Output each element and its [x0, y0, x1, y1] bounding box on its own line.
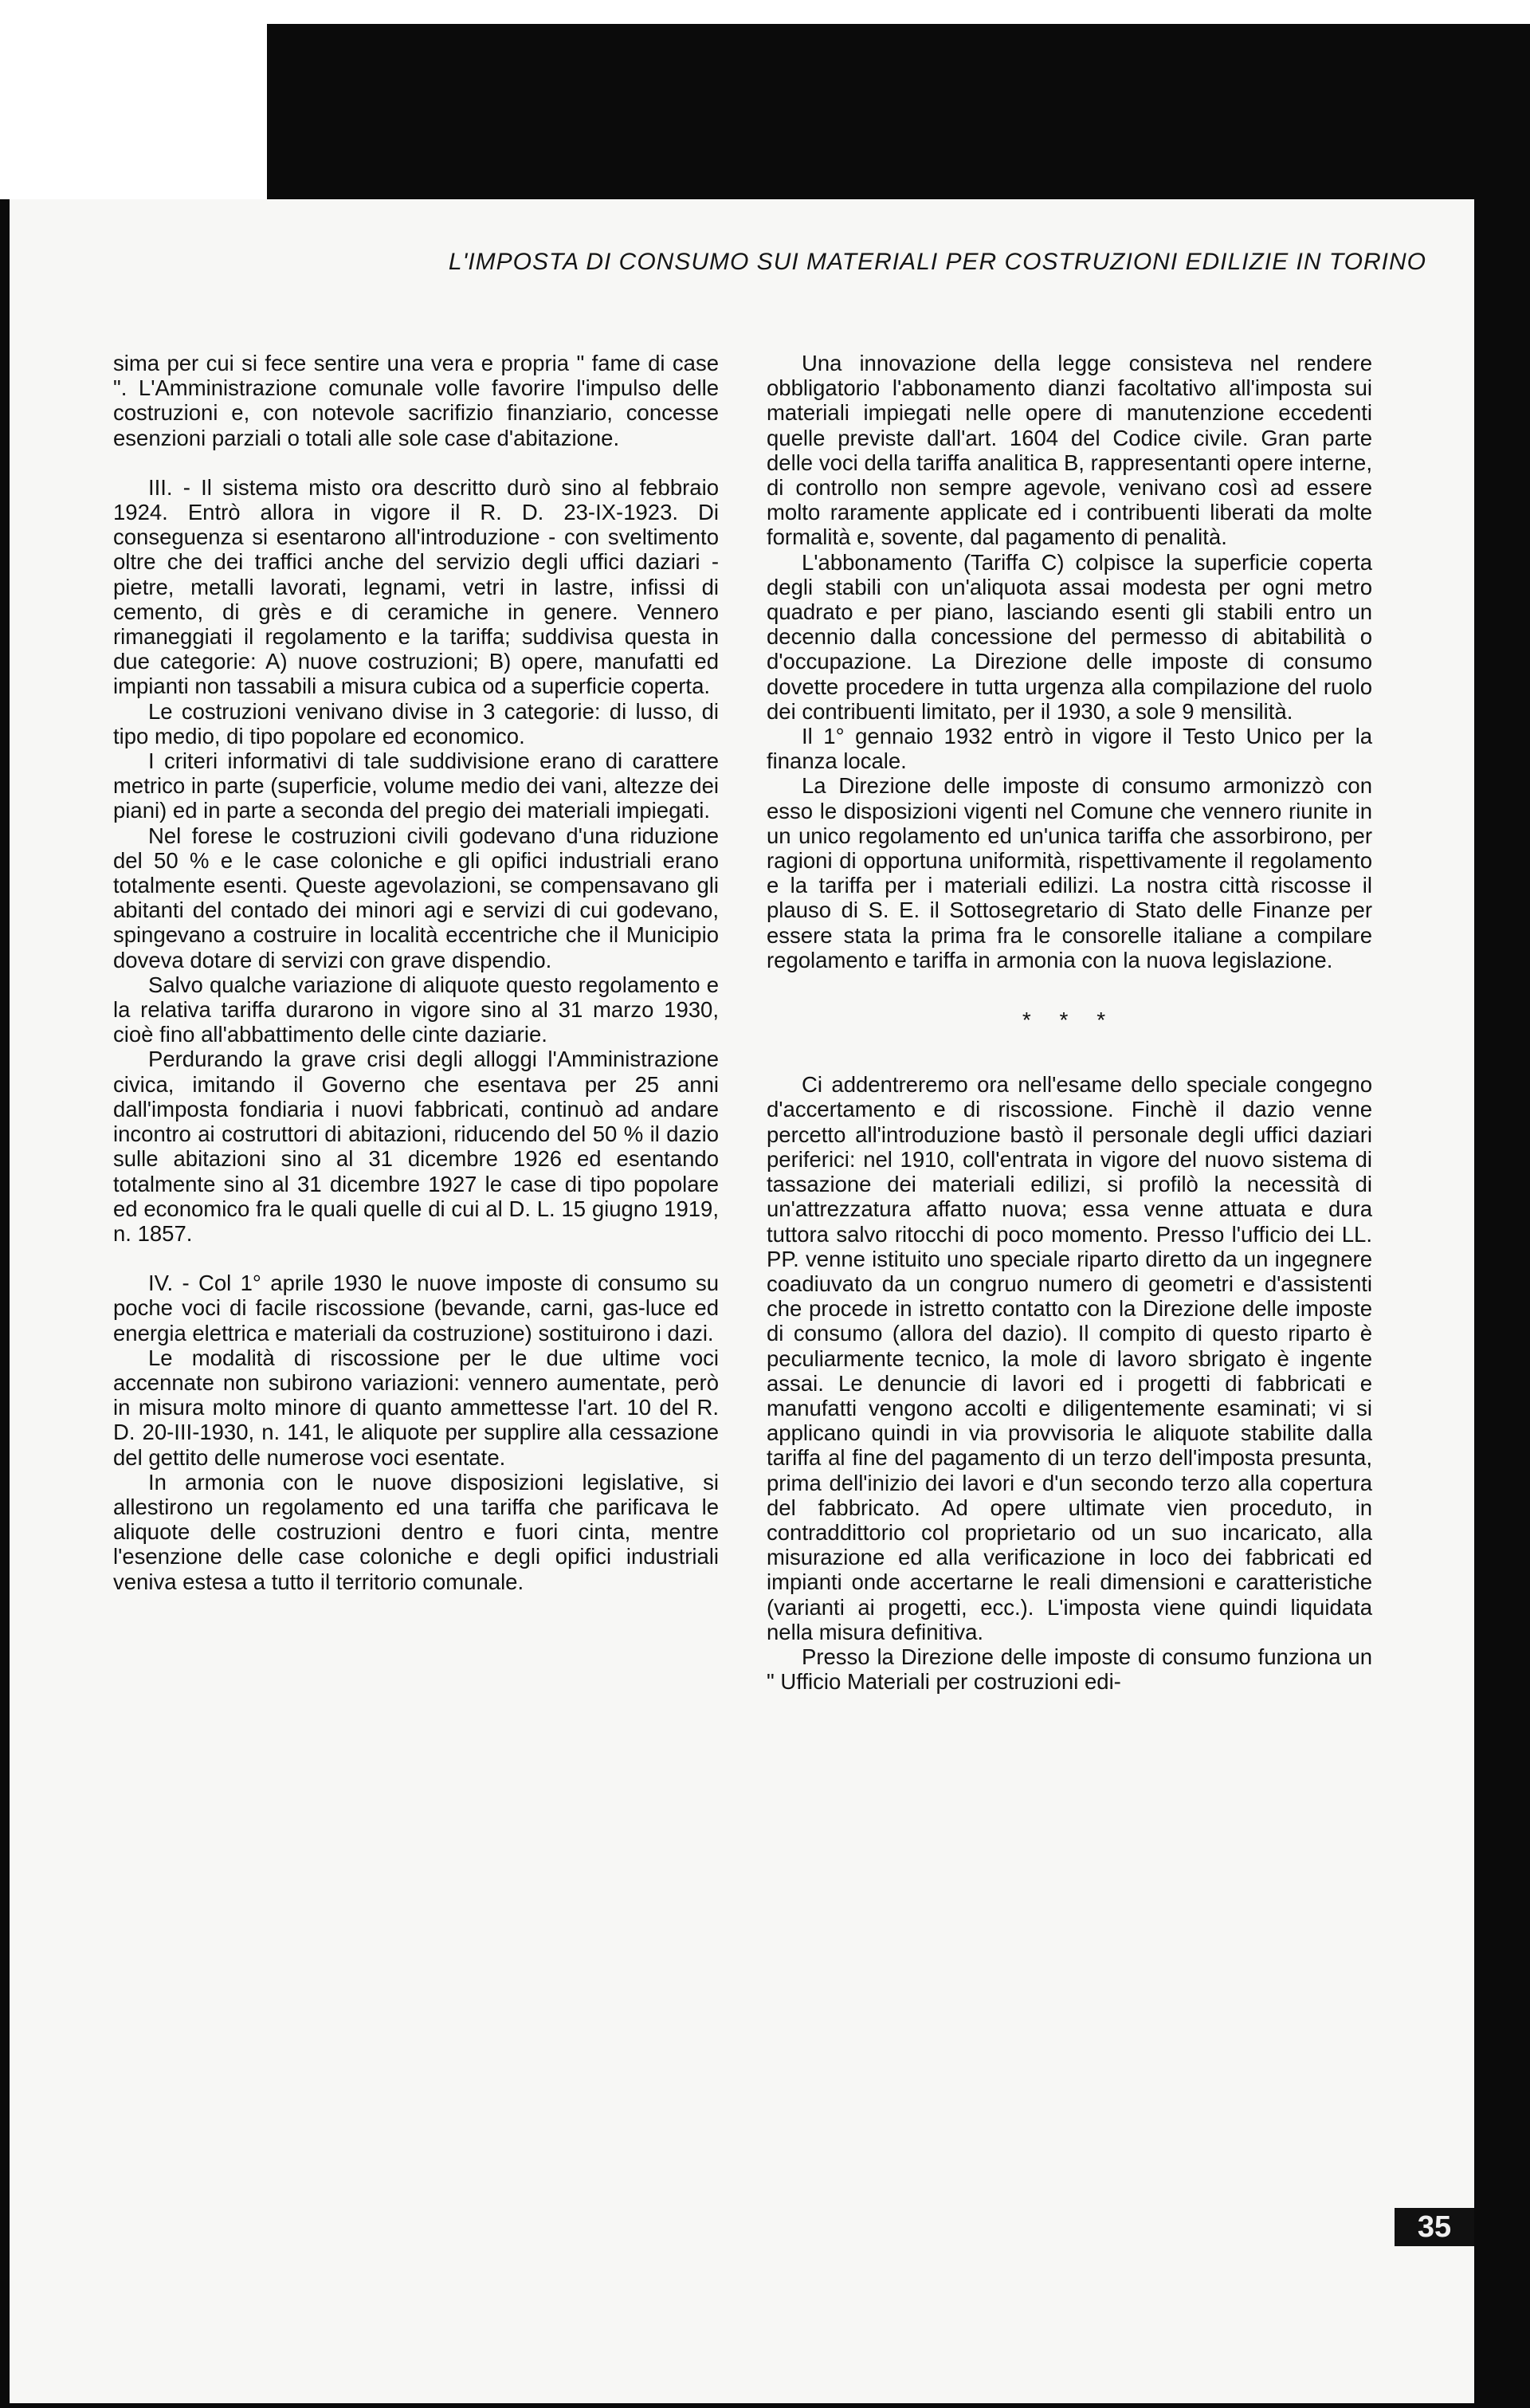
- left-column: [113, 351, 719, 1594]
- paragraph: Perdurando la grave crisi degli alloggi l'Amministrazione civica, imitando il Governo che esentava per 25 anni dall'imposta fondiaria i nuovi fabbricati, continuò ad andare incontro ai costruttori di abitazioni, riducendo del 50 % il dazio sulle abitazioni sino al 31 dicembre 1926 ed esentando totalmente sino al 31 dicembre 1927 le case di tipo popolare ed economico fra le quali quelle di cui al D. L. 15 giugno 1919, n. 1857.: [113, 1047, 719, 1246]
- document-page: [10, 199, 1474, 2403]
- paragraph: L'abbonamento (Tariffa C) colpisce la superficie coperta degli stabili con un'aliquota assai modesta per ogni metro quadrato e per piano, lasciando esenti gli stabili entro un decennio dalla concessione del permesso di abitabilità o d'occupazione. La Direzione delle imposte di consumo dovette procedere in tutta urgenza alla compilazione del ruolo dei contribuenti limitato, per il 1930, a sole 9 mensilità.: [767, 549, 1372, 724]
- paragraph: In armonia con le nuove disposizioni legislative, si allestirono un regolamento ed una tariffa che parificava le aliquote delle costruzioni dentro e fuori cinta, mentre l'esenzione delle case coloniche e degli opifici industriali veniva estesa a tutto il territorio comunale.: [113, 1469, 719, 1594]
- right-column: [767, 351, 1372, 1694]
- running-header: L'IMPOSTA DI CONSUMO SUI MATERIALI PER COSTRUZIONI EDILIZIE IN TORINO: [448, 249, 1426, 275]
- paragraph: IV. - Col 1° aprile 1930 le nuove imposte di consumo su poche voci di facile riscossione (bevande, carni, gas-luce ed energia elettrica e materiali da costruzione) sostituirono i dazi.: [113, 1271, 719, 1345]
- paragraph: Presso la Direzione delle imposte di consumo funziona un " Ufficio Materiali per costruzioni edi-: [767, 1644, 1372, 1695]
- scan-frame-left: [0, 199, 10, 2408]
- paragraph: Una innovazione della legge consisteva nel rendere obbligatorio l'abbonamento dianzi facoltativo all'imposta sui materiali impiegati nelle opere di manutenzione eccedenti quelle previste dall'art. 1604 del Codice civile. Gran parte delle voci della tariffa analitica B, rappresentanti opere interne, di controllo non sempre agevole, venivano così ad essere molto raramente applicate ed i contribuenti liberati da molte formalità e, sovente, dal pagamento di penalità.: [767, 351, 1372, 550]
- paragraph: Nel forese le costruzioni civili godevano d'una riduzione del 50 % e le case coloniche e gli opifici industriali erano totalmente esenti. Queste agevolazioni, se compensavano gli abitanti del contado dei minori agi e servizi di cui godevano, spingevano a costruire in località eccentriche che il Municipio doveva dotare di servizi con grave dispendio.: [113, 823, 719, 972]
- scan-frame-bottom: [0, 2403, 1530, 2408]
- right-column-bottom: [767, 1072, 1372, 1694]
- paragraph: III. - Il sistema misto ora descritto durò sino al febbraio 1924. Entrò allora in vigore il R. D. 23-IX-1923. Di conseguenza si esentarono all'introduzione - con sveltimento oltre che dei traffici anche del servizio degli uffici daziari - pietre, metalli lavorati, legnami, vetri in lastre, infissi di cemento, di grès e di ceramiche in genere. Vennero rimaneggiati il regolamento e la tariffa; suddivisa questa in due categorie: A) nuove costruzioni; B) opere, manufatti ed impianti non tassabili a misura cubica od a superficie coperta.: [113, 474, 719, 699]
- scan-frame-top: [267, 24, 1530, 211]
- page-number: 35: [1395, 2208, 1474, 2246]
- paragraph: I criteri informativi di tale suddivisione erano di carattere metrico in parte (superficie, volume medio dei vani, altezze dei piani) ed in parte a seconda del pregio dei materiali impiegati.: [113, 748, 719, 823]
- paragraph: sima per cui si fece sentire una vera e propria " fame di case ". L'Amministrazione comunale volle favorire l'impulso delle costruzioni e, con notevole sacrifizio finanziario, concesse esenzioni parziali o totali alle sole case d'abitazione.: [113, 351, 719, 450]
- section-separator: * * *: [1022, 1008, 1117, 1033]
- paragraph: La Direzione delle imposte di consumo armonizzò con esso le disposizioni vigenti nel Comune che vennero riunite in un unico regolamento ed un'unica tariffa che assorbirono, per ragioni di opportuna uniformità, rispettivamente il regolamento e la tariffa per i materiali edilizi. La nostra città riscosse il plauso di S. E. il Sottosegretario di Stato delle Finanze per essere stata la prima fra le consorelle italiane a compilare regolamento e tariffa in armonia con la nuova legislazione.: [767, 773, 1372, 972]
- scan-frame-right: [1474, 24, 1530, 2408]
- paragraph: Il 1° gennaio 1932 entrò in vigore il Testo Unico per la finanza locale.: [767, 724, 1372, 774]
- paragraph: Ci addentreremo ora nell'esame dello speciale congegno d'accertamento e di riscossione. Finchè il dazio venne percetto all'introduzione bastò il personale degli uffici daziari periferici: nel 1910, coll'entrata in vigore del nuovo sistema di tassazione dei materiali edilizi, si profilò la necessità di un'attrezzatura affatto nuova; essa venne attuata e dura tuttora salvo ritocchi di poco momento. Presso l'ufficio dei LL. PP. venne istituito uno speciale riparto diretto da un ingegnere coadiuvato da un congruo numero di geometri e d'assistenti che procede in istretto contatto con la Direzione delle imposte di consumo (allora del dazio). Il compito di questo riparto è peculiarmente tecnico, la mole di lavoro sbrigato è ingente assai. Le denuncie di lavori ed i progetti di fabbricati e manufatti vengono accolti e diligentemente esaminati; vi si applicano quindi in via provvisoria le aliquote stabilite dalla tariffa al fine del pagamento di un terzo dell'imposta presunta, prima dell'inizio dei lavori e d'un secondo terzo alla copertura del fabbricato. Ad opere ultimate vien proceduto, in contraddittorio col proprietario od un suo incaricato, alla misurazione ed alla verificazione in loco dei fabbricati ed impianti onde accertarne le reali dimensioni e caratteristiche (varianti ai progetti, ecc.). L'imposta viene quindi liquidata nella misura definitiva.: [767, 1072, 1372, 1644]
- right-column-top: [767, 351, 1372, 972]
- paragraph: Le modalità di riscossione per le due ultime voci accennate non subirono variazioni: vennero aumentate, però in misura molto minore di quanto ammettesse l'art. 10 del R. D. 20-III-1930, n. 141, le aliquote per supplire alla cessazione del gettito delle numerose voci esentate.: [113, 1345, 719, 1470]
- paragraph: Le costruzioni venivano divise in 3 categorie: di lusso, di tipo medio, di tipo popolare ed economico.: [113, 698, 719, 748]
- paragraph: Salvo qualche variazione di aliquote questo regolamento e la relativa tariffa durarono in vigore sino al 31 marzo 1930, cioè fino all'abbattimento delle cinte daziarie.: [113, 972, 719, 1047]
